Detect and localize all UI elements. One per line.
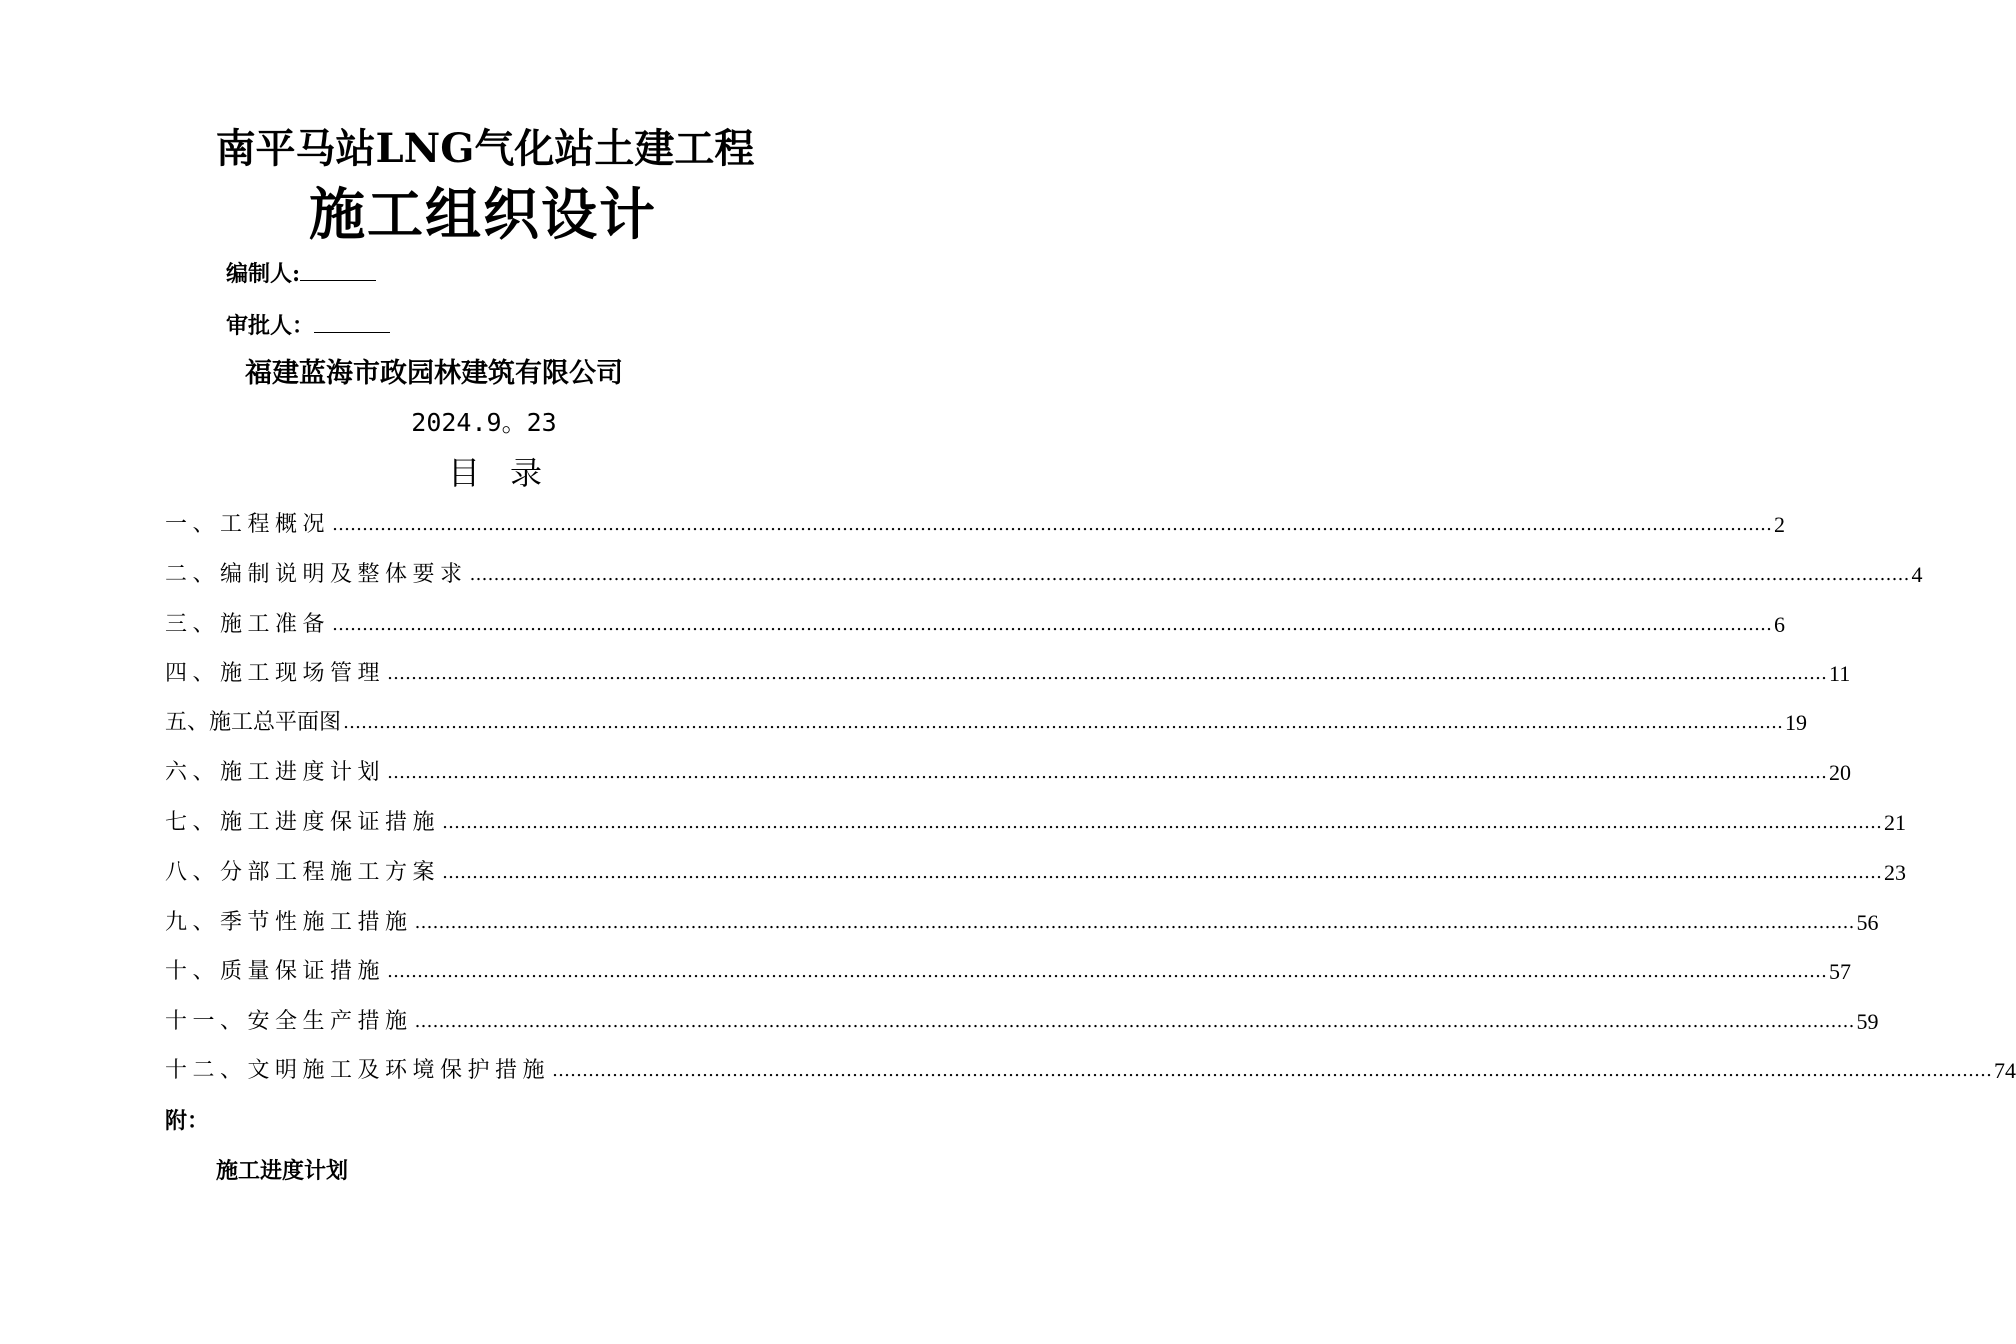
toc-item[interactable] (165, 1046, 2016, 1086)
toc-leader-dots: …………………………………………………………………………………………………………………………………………………………………………………………………………………… (442, 862, 1883, 883)
compiler-label: 编制人: (226, 261, 301, 287)
toc-item[interactable] (165, 798, 1907, 838)
toc-item-page: 59 (1856, 1009, 1879, 1034)
toc-leader-dots: …………………………………………………………………………………………………………………………………………………………………………………………………………………… (387, 961, 1828, 982)
toc-item[interactable] (165, 848, 1907, 888)
toc-item-page: 21 (1884, 810, 1907, 835)
toc-heading: 目录 (447, 454, 572, 492)
toc-leader-dots: …………………………………………………………………………………………………………………………………………………………………………………………………………………… (469, 564, 1910, 585)
toc-item[interactable] (165, 748, 1852, 788)
toc-item-page: 11 (1829, 661, 1851, 686)
toc-item-label: 九、季节性施工措施 (165, 910, 413, 935)
approver-field (226, 310, 390, 341)
approver-label: 审批人： (226, 313, 315, 339)
company-name: 福建蓝海市政园林建筑有限公司 (245, 358, 623, 389)
toc-item-label: 六、施工进度计划 (165, 760, 386, 785)
toc-item[interactable] (165, 997, 1879, 1037)
compiler-field (226, 258, 376, 289)
toc-item[interactable] (165, 500, 1786, 540)
toc-leader-dots: …………………………………………………………………………………………………………………………………………………………………………………………………………………… (387, 663, 1828, 684)
toc-item-label: 十二、文明施工及环境保护措施 (165, 1058, 551, 1083)
toc-item-label: 四、施工现场管理 (165, 661, 386, 686)
toc-item-page: 20 (1829, 760, 1852, 785)
toc-leader-dots: …………………………………………………………………………………………………………………………………………………………………………………………………………………… (414, 1011, 1855, 1032)
toc-leader-dots: …………………………………………………………………………………………………………………………………………………………………………………………………………………… (332, 514, 1773, 535)
toc-item[interactable] (165, 600, 1786, 640)
toc-item-label: 五、施工总平面图 (165, 710, 342, 735)
toc-item[interactable] (165, 898, 1879, 938)
toc-leader-dots: …………………………………………………………………………………………………………………………………………………………………………………………………………………… (442, 812, 1883, 833)
approver-blank-line (314, 310, 390, 333)
toc-item-label: 一、工程概况 (165, 512, 331, 537)
document-date: 2024.9。23 (411, 408, 557, 437)
appendix-label: 附： (165, 1108, 210, 1134)
toc-item-page: 19 (1785, 710, 1808, 735)
toc-item[interactable] (165, 550, 1923, 590)
toc-item[interactable] (165, 649, 1851, 689)
toc-item-label: 七、施工进度保证措施 (165, 810, 441, 835)
compiler-blank-line (300, 258, 376, 281)
toc-item-page: 23 (1884, 860, 1907, 885)
toc-leader-dots: …………………………………………………………………………………………………………………………………………………………………………………………………………………… (332, 614, 1773, 635)
toc-item-label: 三、施工准备 (165, 612, 331, 637)
toc-leader-dots: …………………………………………………………………………………………………………………………………………………………………………………………………………………… (343, 712, 1784, 733)
toc-item-page: 57 (1829, 959, 1852, 984)
toc-item-page: 74 (1994, 1058, 2016, 1083)
appendix-item: 施工进度计划 (216, 1158, 349, 1184)
project-title: 南平马站LNG气化站土建工程 (215, 125, 755, 172)
toc-item[interactable] (165, 947, 1852, 987)
toc-leader-dots: …………………………………………………………………………………………………………………………………………………………………………………………………………………… (552, 1060, 1993, 1081)
toc-item-page: 56 (1856, 910, 1879, 935)
toc-item-page: 4 (1911, 562, 1923, 587)
toc-leader-dots: …………………………………………………………………………………………………………………………………………………………………………………………………………………… (414, 912, 1855, 933)
toc-item-page: 2 (1774, 512, 1786, 537)
toc-item-label: 八、分部工程施工方案 (165, 860, 441, 885)
toc-item-label: 十一、安全生产措施 (165, 1009, 413, 1034)
toc-leader-dots: …………………………………………………………………………………………………………………………………………………………………………………………………………………… (387, 762, 1828, 783)
toc-item-label: 十、质量保证措施 (165, 959, 386, 984)
document-title: 施工组织设计 (309, 182, 657, 248)
toc-item[interactable] (165, 698, 1808, 738)
toc-item-label: 二、编制说明及整体要求 (165, 562, 468, 587)
toc-item-page: 6 (1774, 612, 1786, 637)
